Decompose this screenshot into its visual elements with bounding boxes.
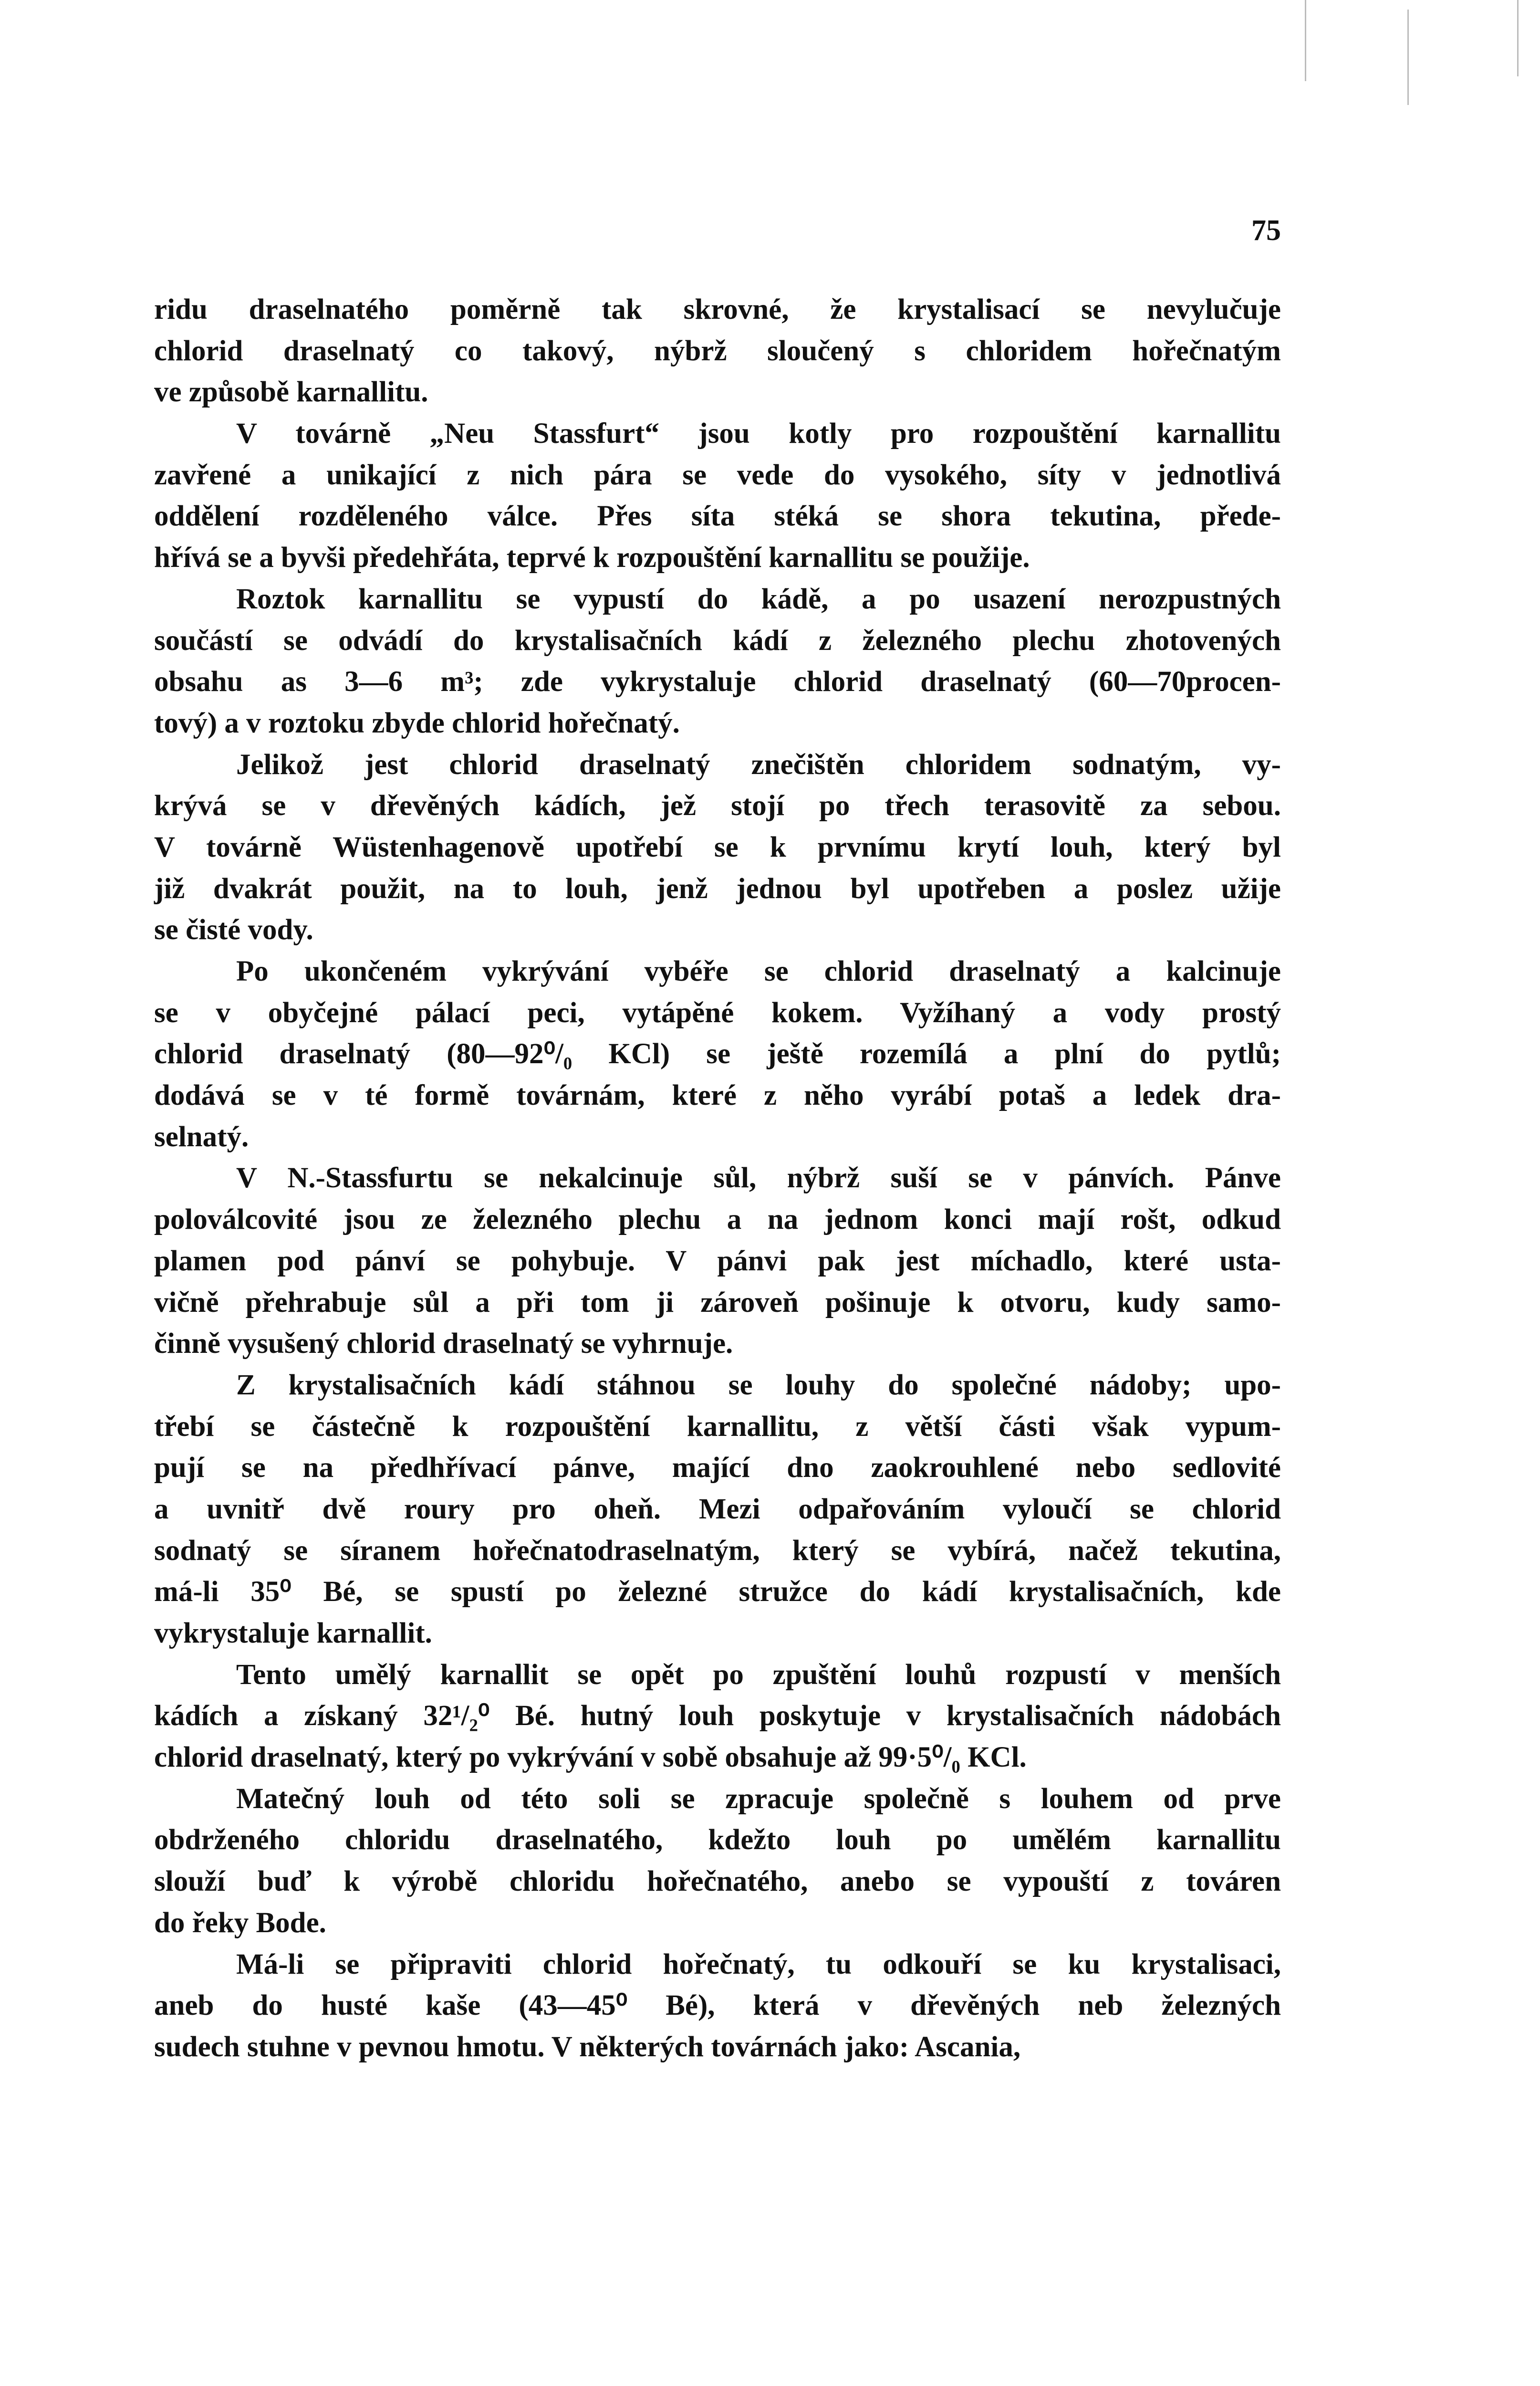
text-line: zavřené a unikající z nich pára se vede do vysokého, síty v jednotlivá xyxy=(154,459,1281,491)
text-line: Po ukončeném vykrývání vybéře se chlorid draselnatý a kalcinuje xyxy=(236,955,1281,987)
scan-edge-mark xyxy=(1305,0,1306,81)
text-line: slouží buď k výrobě chloridu hořečnatého, anebo se vypouští z továren xyxy=(154,1865,1281,1898)
paragraph xyxy=(154,744,1281,951)
text-line: chlorid draselnatý, který po vykrývání v sobě obsahuje až 99·5⁰/₀ KCl. xyxy=(154,1741,1027,1774)
text-line: tový) a v roztoku zbyde chlorid hořečnatý. xyxy=(154,707,680,739)
text-line: oddělení rozděleného válce. Přes síta stéká se shora tekutina, přede- xyxy=(154,500,1281,533)
paragraph xyxy=(154,413,1281,579)
text-line: sudech stuhne v pevnou hmotu. V některých továrnách jako: Ascania, xyxy=(154,2030,1021,2063)
text-line: a uvnitř dvě roury pro oheň. Mezi odpařováním vyloučí se chlorid xyxy=(154,1493,1281,1525)
paragraph xyxy=(154,1779,1281,1944)
text-line: obdrženého chloridu draselnatého, kdežto louh po umělém karnallitu xyxy=(154,1824,1281,1856)
text-line: Matečný louh od této soli se zpracuje společně s louhem od prve xyxy=(236,1782,1281,1815)
body-text xyxy=(154,289,1281,2068)
text-line: pují se na předhřívací pánve, mající dno zaokrouhlené nebo sedlovité xyxy=(154,1452,1281,1484)
paragraph xyxy=(154,1365,1281,1654)
text-line: chlorid draselnatý co takový, nýbrž sloučený s chloridem hořečnatým xyxy=(154,335,1281,367)
text-line: Tento umělý karnallit se opět po zpuštění louhů rozpustí v menších xyxy=(236,1658,1281,1691)
text-line: ridu draselnatého poměrně tak skrovné, že krystalisací se nevylučuje xyxy=(154,293,1281,325)
text-line: do řeky Bode. xyxy=(154,1906,326,1939)
text-line: kádích a získaný 32¹/₂⁰ Bé. hutný louh poskytuje v krystalisačních nádobách xyxy=(154,1700,1281,1732)
paragraph xyxy=(154,951,1281,1158)
text-line: selnatý. xyxy=(154,1120,249,1153)
text-line: dodává se v té formě továrnám, které z něho vyrábí potaš a ledek dra- xyxy=(154,1079,1281,1112)
text-line: součástí se odvádí do krystalisačních kádí z železného plechu zhotovených xyxy=(154,624,1281,657)
text-line: V továrně Wüstenhagenově upotřebí se k prvnímu krytí louh, který byl xyxy=(154,831,1281,863)
text-line: již dvakrát použit, na to louh, jenž jednou byl upotřeben a poslez užije xyxy=(154,872,1281,905)
paragraph xyxy=(154,289,1281,413)
text-line: činně vysušený chlorid draselnatý se vyhrnuje. xyxy=(154,1328,733,1360)
scan-edge-mark xyxy=(1517,0,1519,76)
text-line: vičně přehrabuje sůl a při tom ji zároveň pošinuje k otvoru, kudy samo- xyxy=(154,1286,1281,1319)
text-line: V N.-Stassfurtu se nekalcinuje sůl, nýbrž suší se v pánvích. Pánve xyxy=(236,1162,1281,1194)
paragraph xyxy=(154,579,1281,744)
paragraph xyxy=(154,1944,1281,2068)
text-line: vykrystaluje karnallit. xyxy=(154,1617,432,1649)
text-line: plamen pod pánví se pohybuje. V pánvi pak jest míchadlo, které usta- xyxy=(154,1245,1281,1277)
text-line: Z krystalisačních kádí stáhnou se louhy do společné nádoby; upo- xyxy=(236,1369,1281,1401)
page-number: 75 xyxy=(1251,214,1281,247)
text-line: má-li 35⁰ Bé, se spustí po železné stružce do kádí krystalisačních, kde xyxy=(154,1576,1281,1608)
text-line: se čisté vody. xyxy=(154,914,313,946)
text-line: obsahu as 3—6 m³; zde vykrystaluje chlorid draselnatý (60—70procen- xyxy=(154,666,1281,698)
text-line: ve způsobě karnallitu. xyxy=(154,376,428,408)
text-line: sodnatý se síranem hořečnatodraselnatým, který se vybírá, načež tekutina, xyxy=(154,1534,1281,1567)
paragraph xyxy=(154,1158,1281,1364)
text-line: krývá se v dřevěných kádích, jež stojí po třech terasovitě za sebou. xyxy=(154,790,1281,822)
text-line: třebí se částečně k rozpouštění karnallitu, z větší části však vypum- xyxy=(154,1410,1281,1443)
text-line: Jelikož jest chlorid draselnatý znečištěn chloridem sodnatým, vy- xyxy=(236,748,1281,781)
scan-edge-mark xyxy=(1407,10,1409,105)
text-line: aneb do husté kaše (43—45⁰ Bé), která v dřevěných neb železných xyxy=(154,1989,1281,2022)
paragraph xyxy=(154,1654,1281,1779)
text-line: V továrně „Neu Stassfurt“ jsou kotly pro rozpouštění karnallitu xyxy=(236,418,1281,450)
text-line: Roztok karnallitu se vypustí do kádě, a po usazení nerozpustných xyxy=(236,583,1281,615)
text-line: Má-li se připraviti chlorid hořečnatý, tu odkouří se ku krystalisaci, xyxy=(236,1948,1281,1980)
text-line: se v obyčejné pálací peci, vytápěné kokem. Vyžíhaný a vody prostý xyxy=(154,996,1281,1029)
text-line: hřívá se a byvši předehřáta, teprvé k rozpouštění karnallitu se použije. xyxy=(154,542,1030,574)
text-line: chlorid draselnatý (80—92⁰/₀ KCl) se ještě rozemílá a plní do pytlů; xyxy=(154,1038,1281,1070)
text-line: poloválcovité jsou ze železného plechu a na jednom konci mají rošt, odkud xyxy=(154,1203,1281,1236)
